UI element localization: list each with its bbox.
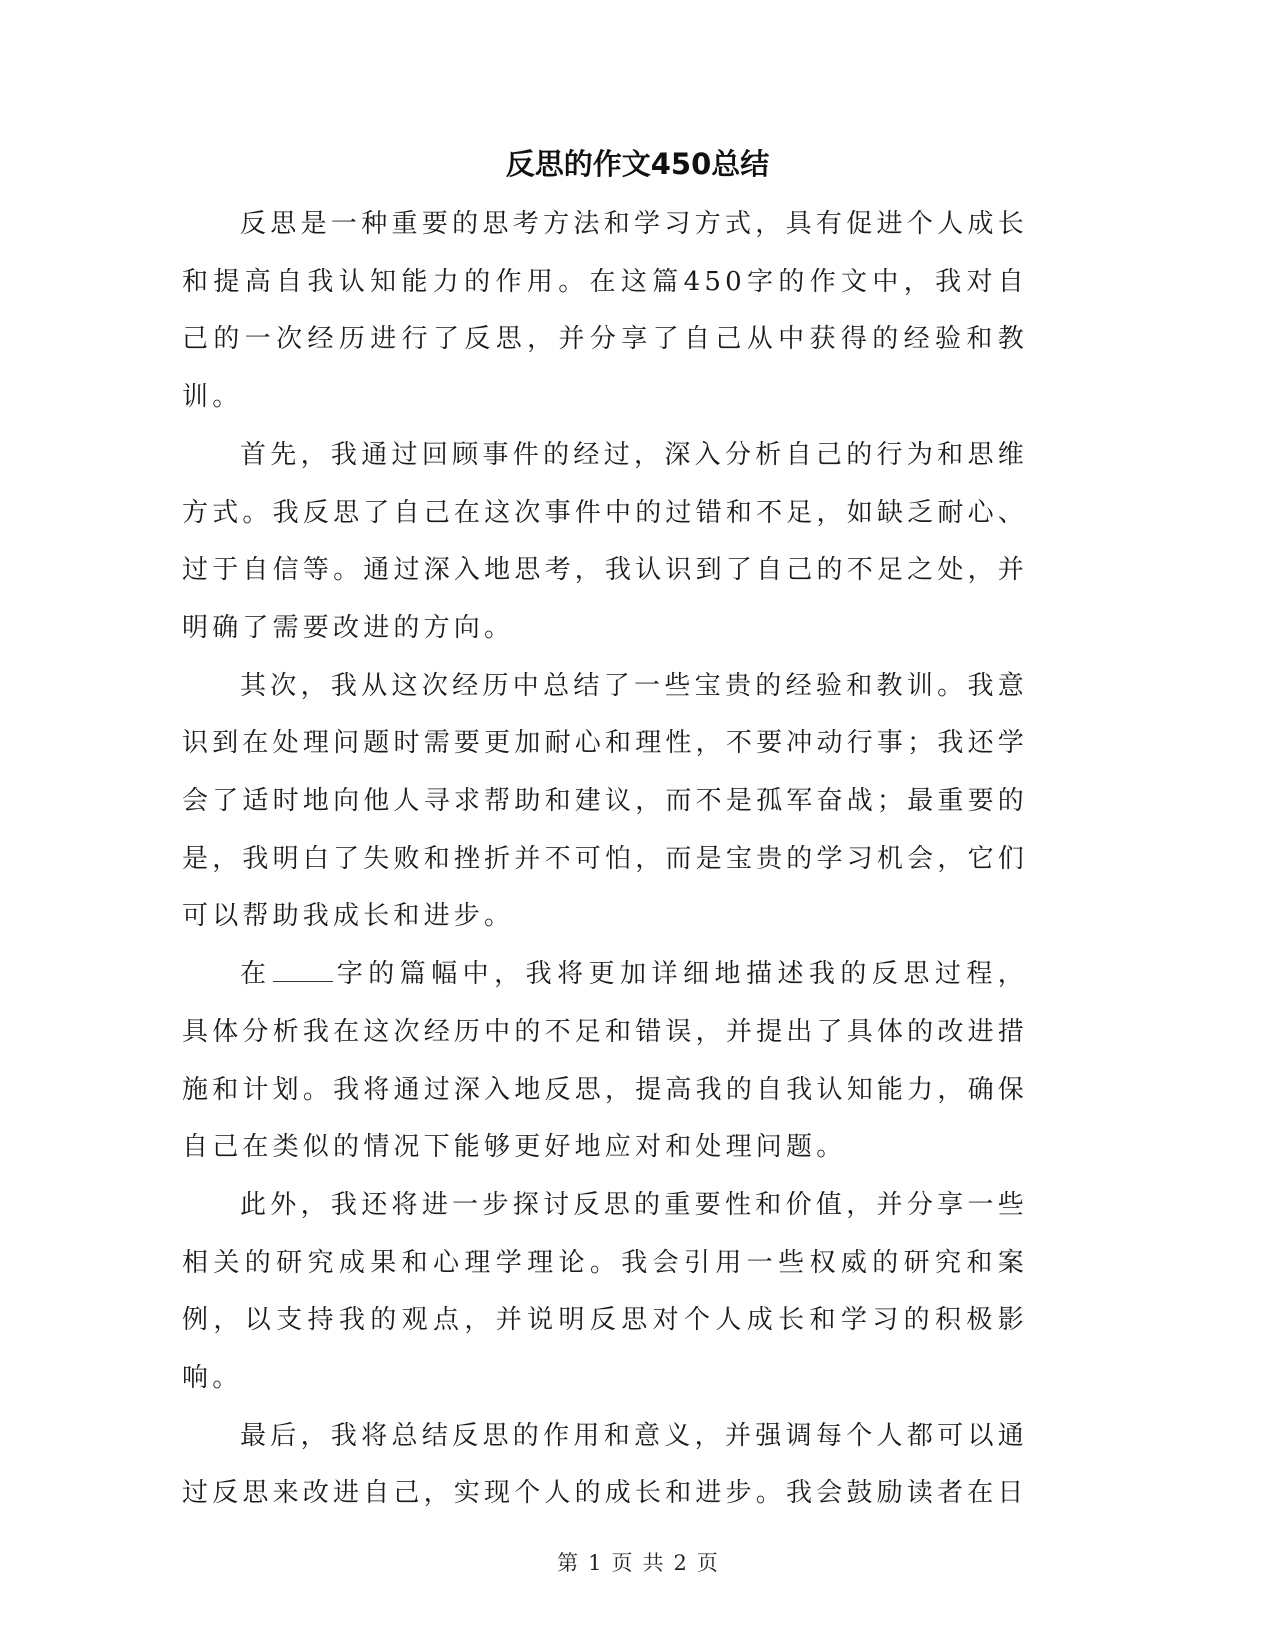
footer-prefix: 第: [557, 1551, 579, 1575]
document-title: 反思的作文450总结: [505, 147, 770, 181]
footer-page-word: 页: [611, 1551, 633, 1575]
paragraph-detail-rest: 字的篇幅中，我将更加详细地描述我的反思过程，具体分析我在这次经历中的不足和错误，并提出了具体的改进措施和计划。我将通过深入地反思，提高我的自我认知能力，确保自己在类似的情况下能够更好地应对和处理问题。: [182, 959, 1028, 1163]
document-body: [182, 196, 1028, 1523]
footer-total-prefix: 共: [642, 1551, 664, 1575]
word-count-blank: [273, 961, 333, 982]
paragraph-first: 首先，我通过回顾事件的经过，深入分析自己的行为和思维方式。我反思了自己在这次事件中的过错和不足，如缺乏耐心、过于自信等。通过深入地思考，我认识到了自己的不足之处，并明确了需要改进的方向。: [182, 439, 1028, 643]
paragraph-additional: 此外，我还将进一步探讨反思的重要性和价值，并分享一些相关的研究成果和心理学理论。我会引用一些权威的研究和案例，以支持我的观点，并说明反思对个人成长和学习的积极影响。: [182, 1189, 1028, 1394]
page-footer: [0, 1548, 1275, 1578]
paragraph-intro: 反思是一种重要的思考方法和学习方式，具有促进个人成长和提高自我认知能力的作用。在这篇450字的作文中，我对自己的一次经历进行了反思，并分享了自己从中获得的经验和教训。: [182, 209, 1028, 413]
footer-total-pages: 2: [673, 1551, 687, 1575]
paragraph-final: 最后，我将总结反思的作用和意义，并强调每个人都可以通过反思来改进自己，实现个人的成长和进步。我会鼓励读者在日: [182, 1420, 1028, 1509]
paragraph-detail-start: 在: [240, 959, 272, 990]
paragraph-second: 其次，我从这次经历中总结了一些宝贵的经验和教训。我意识到在处理问题时需要更加耐心和理性，不要冲动行事；我还学会了适时地向他人寻求帮助和建议，而不是孤军奋战；最重要的是，我明白了失败和挫折并不可怕，而是宝贵的学习机会，它们可以帮助我成长和进步。: [182, 670, 1028, 932]
paragraph-detail: [182, 946, 1028, 1177]
footer-suffix: 页: [696, 1551, 718, 1575]
footer-current-page: 1: [588, 1551, 602, 1575]
